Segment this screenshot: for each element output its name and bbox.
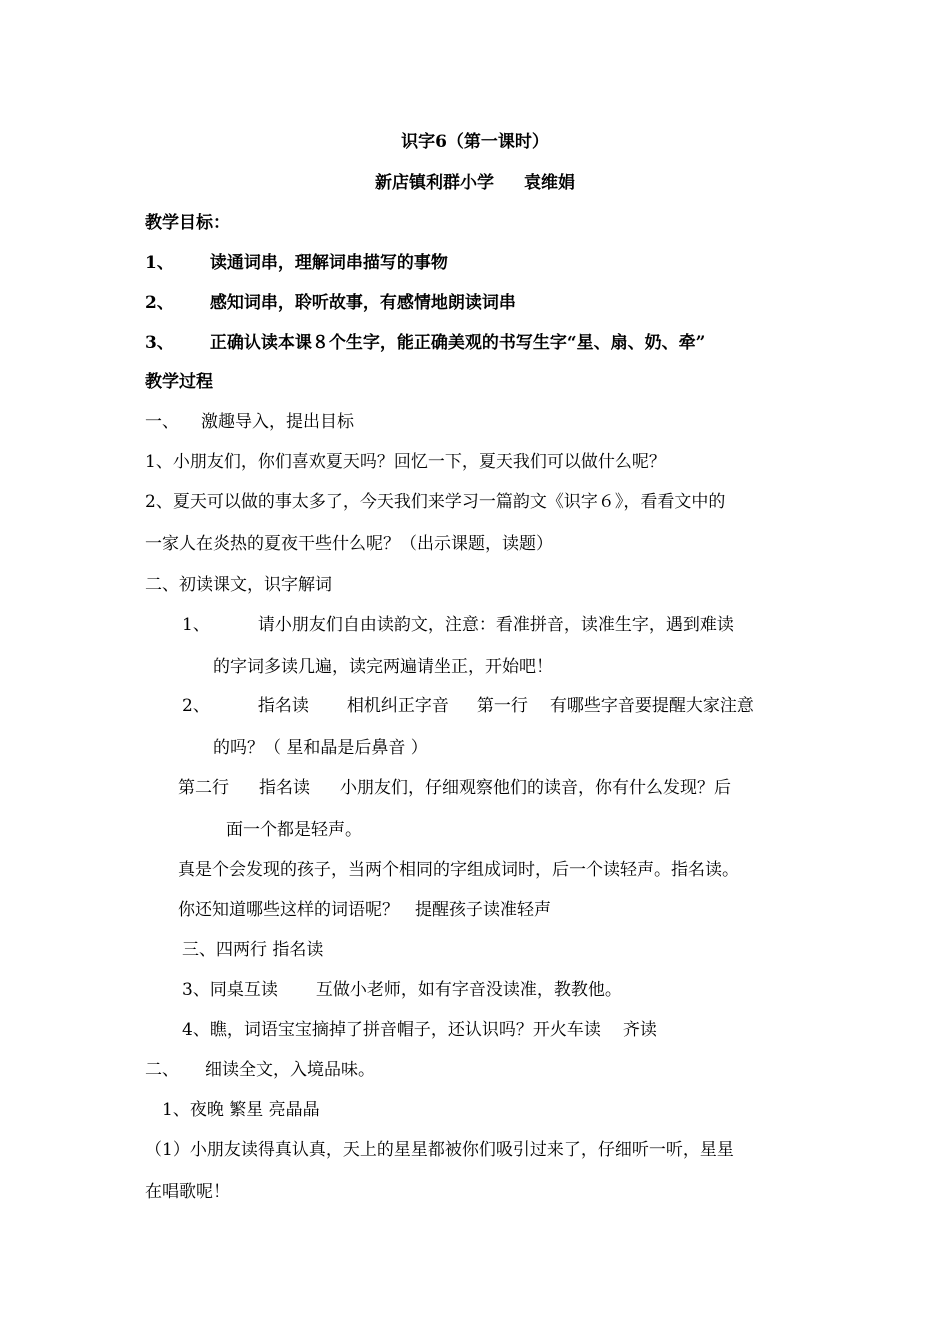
objective-text: 读通词串，理解词串描写的事物 xyxy=(209,253,448,273)
item-text: 请小朋友们自由读韵文，注意：看准拼音，读准生字，遇到难读 xyxy=(257,615,734,635)
objective-item xyxy=(145,291,516,315)
item-text: 齐读 xyxy=(622,1020,657,1040)
paragraph: 一家人在炎热的夏夜干些什么呢？（出示课题，读题） xyxy=(145,534,553,554)
item-text: 相机纠正字音 xyxy=(346,696,449,716)
objective-item xyxy=(145,251,448,275)
item-text: 小朋友们，仔细观察他们的读音，你有什么发现？后 xyxy=(340,778,731,798)
objective-number: 2、 xyxy=(145,293,174,313)
section-three-heading xyxy=(145,1058,375,1082)
section-title: 激趣导入，提出目标 xyxy=(201,412,354,432)
paragraph xyxy=(178,898,551,922)
item-text: 3、同桌互读 xyxy=(182,980,278,1000)
list-item xyxy=(182,694,754,718)
paragraph: 2、夏天可以做的事太多了，今天我们来学习一篇韵文《识字６》，看看文中的 xyxy=(145,492,726,512)
list-item xyxy=(182,1018,657,1042)
row-label: 第二行 xyxy=(178,778,229,798)
objective-number: 3、 xyxy=(145,333,174,353)
paragraph: 真是个会发现的孩子，当两个相同的字组成词时，后一个读轻声。指名读。 xyxy=(178,860,739,880)
objective-text: 感知词串，聆听故事，有感情地朗读词串 xyxy=(209,293,516,313)
item-text: 有哪些字音要提醒大家注意 xyxy=(549,696,754,716)
paragraph: 面一个都是轻声。 xyxy=(226,820,362,840)
byline xyxy=(0,171,950,195)
objective-item xyxy=(145,331,705,355)
process-heading: 教学过程 xyxy=(145,372,213,392)
section-title: 细读全文，入境品味。 xyxy=(205,1060,375,1080)
item-text: 提醒孩子读准轻声 xyxy=(415,900,551,920)
section-one-heading xyxy=(145,410,354,434)
item-text: 4、瞧，词语宝宝摘掉了拼音帽子，还认识吗？开火车读 xyxy=(182,1020,601,1040)
objective-number: 1、 xyxy=(145,253,174,273)
school-name: 新店镇利群小学 xyxy=(375,173,494,193)
document-title: 识字6（第一课时） xyxy=(401,132,549,152)
author-name: 袁维娟 xyxy=(524,173,575,193)
objective-text: 正确认读本课８个生字，能正确美观的书写生字“星、扇、奶、牵” xyxy=(209,333,706,353)
paragraph: 在唱歌呢！ xyxy=(145,1182,230,1202)
paragraph: 的字词多读几遍，读完两遍请坐正，开始吧！ xyxy=(213,657,553,677)
paragraph: （1）小朋友读得真认真，天上的星星都被你们吸引过来了，仔细听一听，星星 xyxy=(145,1140,734,1160)
item-number: 2、 xyxy=(182,696,210,716)
section-number: 二、 xyxy=(145,1060,179,1080)
list-item xyxy=(182,613,734,637)
paragraph: 的吗？（ 星和晶是后鼻音 ） xyxy=(213,738,428,758)
list-item xyxy=(182,978,622,1002)
section-two-heading: 二、初读课文，识字解词 xyxy=(145,575,332,595)
item-text: 第一行 xyxy=(476,696,528,716)
paragraph: 1、小朋友们，你们喜欢夏天吗？回忆一下，夏天我们可以做什么呢？ xyxy=(145,452,666,472)
paragraph xyxy=(178,776,731,800)
item-number: 1、 xyxy=(182,615,210,635)
objectives-heading: 教学目标： xyxy=(145,213,230,233)
item-text: 你还知道哪些这样的词语呢？ xyxy=(178,900,399,920)
item-text: 指名读 xyxy=(259,778,310,798)
item-text: 指名读 xyxy=(257,696,309,716)
item-text: 互做小老师，如有字音没读准，教教他。 xyxy=(315,980,622,1000)
paragraph: 三、四两行 指名读 xyxy=(182,940,324,960)
list-item: 1、夜晚 繁星 亮晶晶 xyxy=(162,1100,320,1120)
section-number: 一、 xyxy=(145,412,179,432)
